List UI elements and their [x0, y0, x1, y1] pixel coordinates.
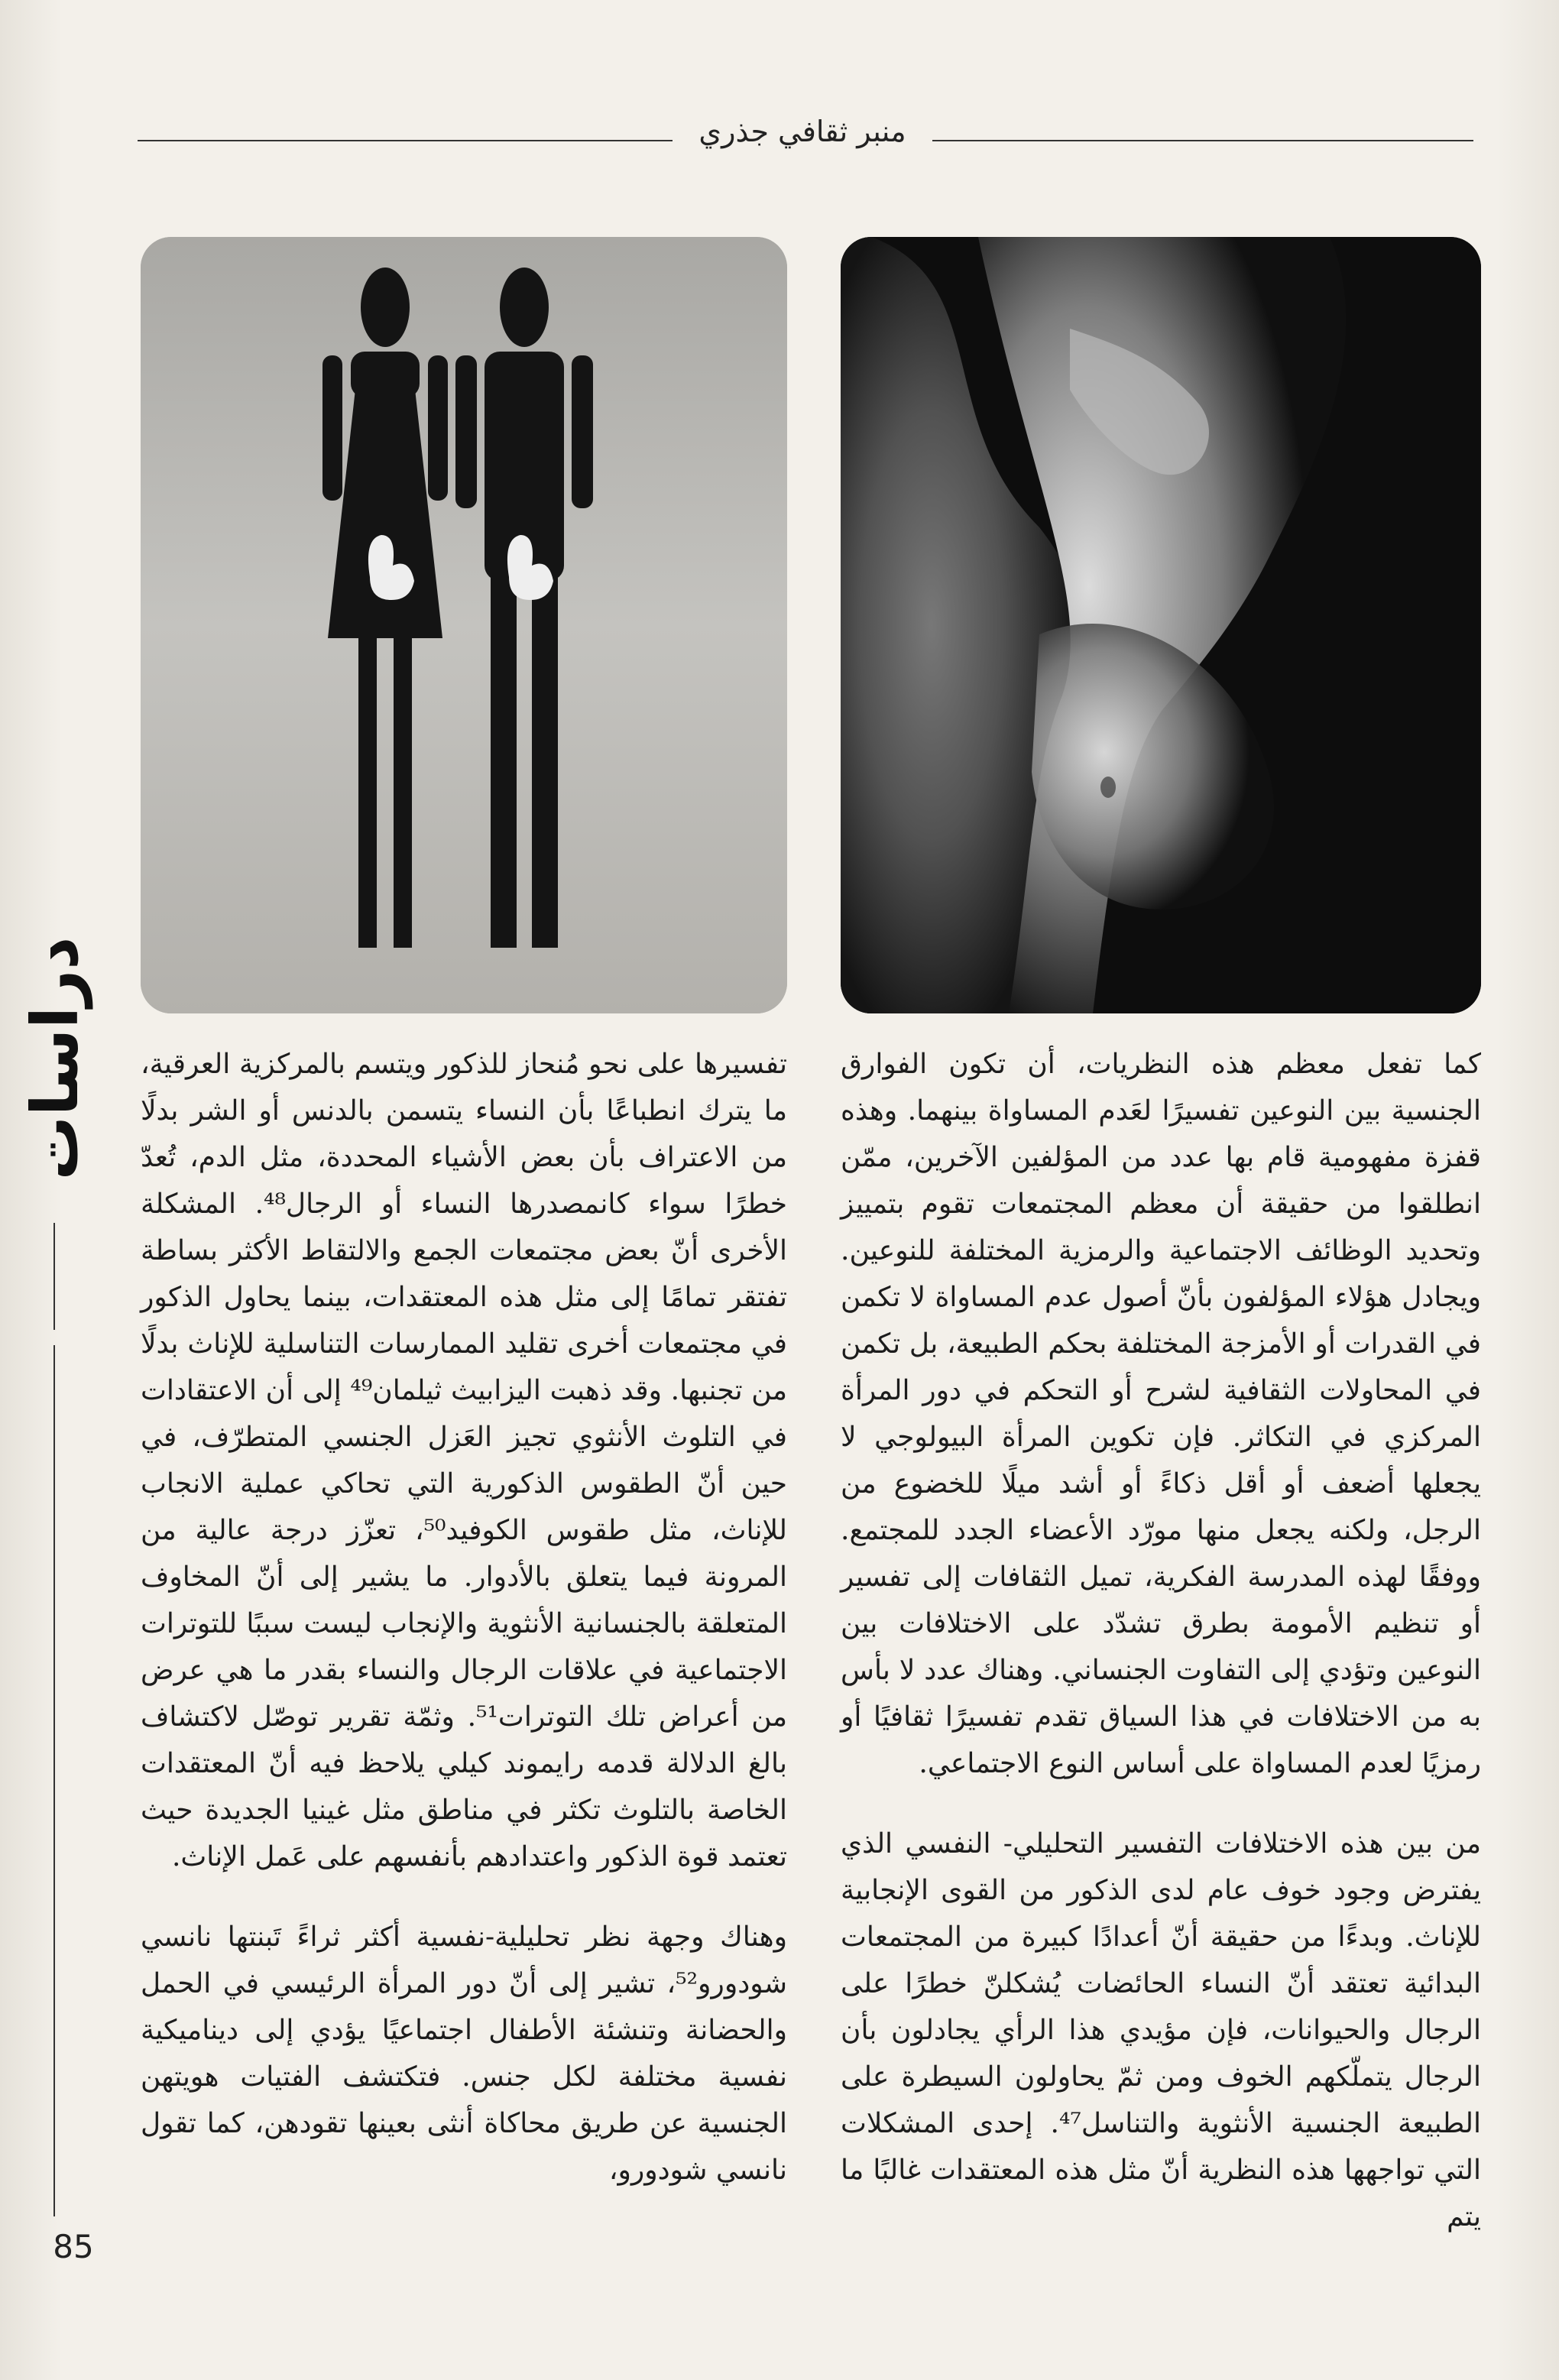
section-label-text: دراسات — [18, 936, 92, 1181]
paragraph: وهناك وجهة نظر تحليلية-نفسية أكثر ثراءً تَبنتها نانسي شودورو⁵²، تشير إلى أنّ دور المرأة الرئيسي في الحمل والحضانة وتنشئة الأطفال اجتماعيًا يؤدي إلى ديناميكية نفسية مختلفة لكل جنس. فتكتشف الفتيات هويتهن الجنسية عن طريق محاكاة أنثى بعينها تقودهن، كما تقول نانسي شودورو، — [141, 1921, 787, 2186]
header-rule-right — [932, 140, 1473, 141]
journal-title: منبر ثقافي جذري — [698, 115, 906, 148]
text-column-left — [141, 1041, 787, 2194]
running-header — [138, 115, 1473, 161]
gender-figures-image — [141, 237, 787, 1013]
paragraph: من بين هذه الاختلافات التفسير التحليلي- النفسي الذي يفترض وجود خوف عام لدى الذكور من القوى الإنجابية للإناث. وبدءًا من حقيقة أنّ أعدادًا كبيرة من المجتمعات البدائية تعتقد أنّ النساء الحائضات يُشكلنّ خطرًا على الرجال والحيوانات، فإن مؤيدي هذا الرأي يجادلون بأن الرجال يتملّكهم الخوف ومن ثمّ يحاولون السيطرة على الطبيعة الجنسية الأنثوية والتناسل⁴⁷. إحدى المشكلات التي تواجهها هذه النظرية أنّ مثل هذه المعتقدات غالبًا ما يتم — [841, 1828, 1482, 2232]
side-rule-upper — [53, 1223, 55, 1330]
pregnant-woman-photo — [841, 237, 1481, 1013]
section-label — [17, 894, 93, 1223]
paragraph: تفسيرها على نحو مُنحاز للذكور ويتسم بالمركزية العرقية، ما يترك انطباعًا بأن النساء يتسمن بالدنس أو الشر بدلًا من الاعتراف بأن بعض الأشياء المحددة، مثل الدم، تُعدّ خطرًا سواء كانمصدرها النساء أو الرجال⁴⁸. المشكلة الأخرى أنّ بعض مجتمعات الجمع والالتقاط الأكثر بساطة تفتقر تمامًا إلى مثل هذه المعتقدات، بينما يحاول الذكور في مجتمعات أخرى تقليد الممارسات التناسلية للإناث بدلًا من تجنبها. وقد ذهبت اليزابيث ثيلمان⁴⁹ إلى أن الاعتقادات في التلوث الأنثوي تجيز العَزل الجنسي المتطرّف، في حين أنّ الطقوس الذكورية التي تحاكي عملية الانجاب للإناث، مثل طقوس الكوفيد⁵⁰، تعزّز درجة عالية من المرونة فيما يتعلق بالأدوار. ما يشير إلى أنّ المخاوف المتعلقة بالجنسانية الأنثوية والإنجاب ليست سببًا للتوترات الاجتماعية في علاقات الرجال والنساء بقدر ما هي عرض من أعراض تلك التوترات⁵¹. وثمّة تقرير توصّل لاكتشاف بالغ الدلالة قدمه رايموند كيلي يلاحظ فيه أنّ المعتقدات الخاصة بالتلوث تكثر في مناطق مثل غينيا الجديدة حيث تعتمد قوة الذكور واعتدادهم بأنفسهم على عَمل الإناث. — [141, 1049, 787, 1873]
side-rule-lower — [53, 1345, 55, 2216]
header-rule-left — [138, 140, 673, 141]
paragraph: كما تفعل معظم هذه النظريات، أن تكون الفوارق الجنسية بين النوعين تفسيرًا لعَدم المساواة بينهما. وهذه قفزة مفهومية قام بها عدد من المؤلفين الآخرين، ممّن انطلقوا من حقيقة أن معظم المجتمعات تقوم بتمييز وتحديد الوظائف الاجتماعية والرمزية المختلفة للنوعين. ويجادل هؤلاء المؤلفون بأنّ أصول عدم المساواة لا تكمن في القدرات أو الأمزجة المختلفة بحكم الطبيعة، بل تكمن في المحاولات الثقافية لشرح أو التحكم في دور المرأة المركزي في التكاثر. فإن تكوين المرأة البيولوجي لا يجعلها أضعف أو أقل ذكاءً أو أشد ميلًا للخضوع من الرجل، ولكنه يجعل منها مورّد الأعضاء الجدد للمجتمع. ووفقًا لهذه المدرسة الفكرية، تميل الثقافات إلى تفسير أو تنظيم الأمومة بطرق تشدّد على الاختلافات بين النوعين وتؤدي إلى التفاوت الجنساني. وهناك عدد لا بأس به من الاختلافات في هذا السياق تقدم تفسيرًا ثقافيًا أو رمزيًا لعدم المساواة على أساس النوع الاجتماعي. — [841, 1049, 1481, 1779]
text-column-right — [841, 1041, 1481, 2240]
page-number: 85 — [53, 2228, 94, 2265]
